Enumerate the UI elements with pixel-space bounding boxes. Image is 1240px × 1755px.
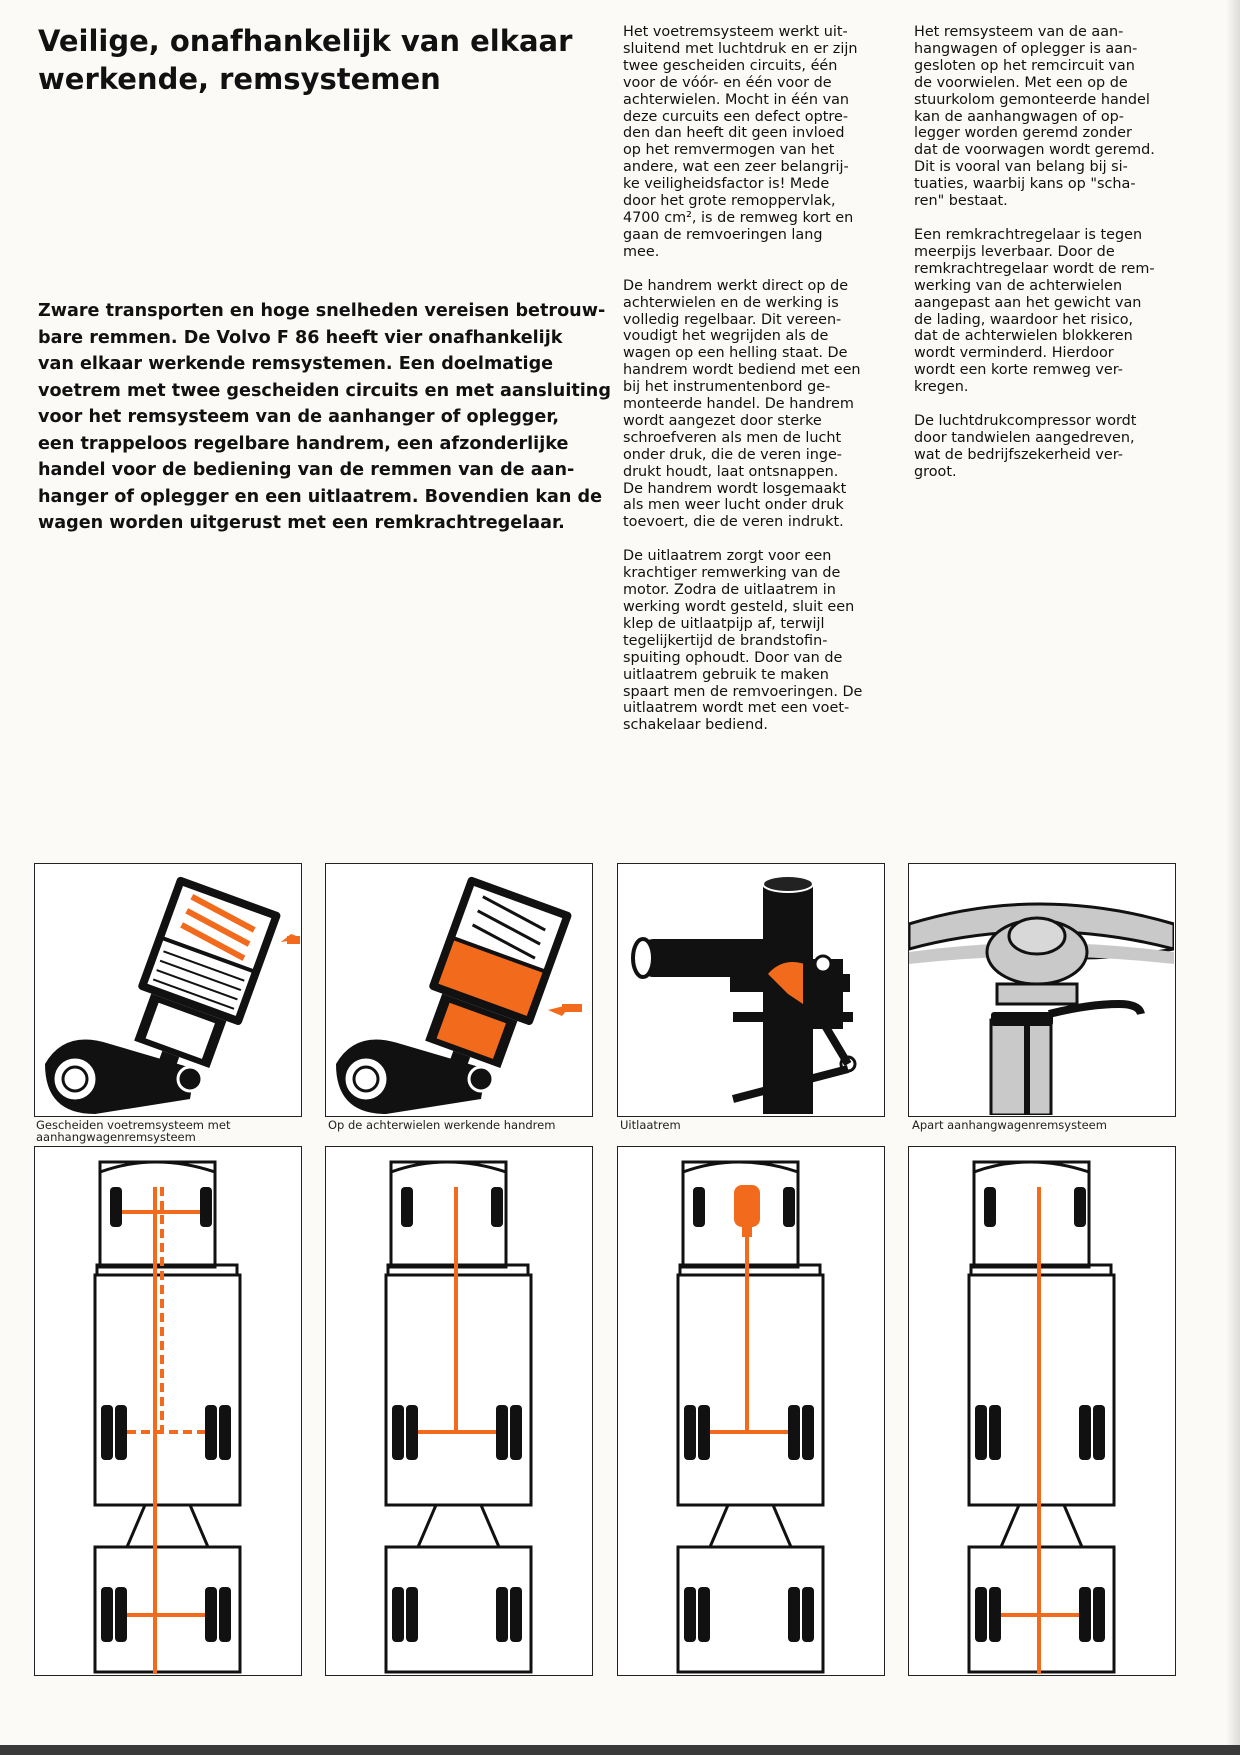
text-line: De handrem werkt direct op de — [623, 277, 849, 294]
text-line: volledig regelbaar. Dit vereen- — [623, 311, 842, 328]
text-line: toevoert, die de veren indrukt. — [623, 514, 844, 531]
text-line: Het voetremsysteem werkt uit- — [623, 24, 848, 40]
text-line: drukt houdt, laat ontsnappen. — [623, 463, 839, 480]
caption-foot-brake — [36, 1119, 230, 1143]
text-line: monteerde handel. De handrem — [623, 396, 854, 413]
text-line: mee. — [623, 243, 660, 260]
text-line: sluitend met luchtdruk en er zijn — [623, 40, 858, 57]
title-line-1: Veilige, onafhankelijk van elkaar — [38, 24, 573, 58]
text-line: den dan heeft dit geen invloed — [623, 125, 845, 142]
text-line: wordt een korte remweg ver- — [914, 362, 1123, 379]
text-line: klep de uitlaatpijp af, terwijl — [623, 615, 825, 632]
text-line: werking wordt gesteld, sluit een — [623, 599, 855, 615]
text-line: kregen. — [914, 379, 969, 396]
title-line-2: werkende, remsystemen — [38, 62, 441, 96]
text-line: spuiting ophoudt. Door van de — [623, 649, 843, 666]
page-edge-shadow — [1226, 0, 1240, 1755]
text-line: de lading, waardoor het risico, — [914, 311, 1134, 328]
text-line: meerpijs leverbaar. Door de — [914, 243, 1115, 260]
intro-line: van elkaar werkende remsystemen. Een doelmatige — [38, 354, 554, 374]
intro-line: voor het remsysteem van de aanhanger of oplegger, — [38, 407, 560, 427]
text-line: schakelaar bediend. — [623, 717, 768, 734]
paragraph-hand-brake — [623, 278, 893, 532]
text-line: door tandwielen aangedreven, — [914, 429, 1135, 446]
text-line: twee gescheiden circuits, één — [623, 57, 838, 74]
scan-bottom-edge — [0, 1745, 1240, 1755]
text-column-1 — [623, 24, 893, 751]
text-line: tuaties, waarbij kans op "scha- — [914, 176, 1136, 193]
caption-line: aanhangwagenremsysteem — [36, 1130, 196, 1144]
caption-line: Gescheiden voetremsysteem met — [36, 1118, 231, 1132]
text-line: handrem wordt bediend met een — [623, 362, 861, 379]
illustration-trailer-brake-handle — [908, 863, 1176, 1117]
text-line: ren" bestaat. — [914, 193, 1008, 210]
intro-line: handel voor de bediening van de remmen van de aan- — [38, 460, 575, 480]
text-line: deze curcuits een defect optre- — [623, 108, 849, 125]
text-line: remkrachtregelaar wordt de rem- — [914, 260, 1155, 277]
text-line: wagen op een helling staat. De — [623, 345, 848, 362]
text-line: gesloten op het remcircuit van — [914, 57, 1135, 74]
text-line: dat de voorwagen wordt geremd. — [914, 142, 1155, 159]
illustration-hand-brake-cylinder — [325, 863, 593, 1117]
caption-line: Uitlaatrem — [620, 1118, 681, 1132]
text-line: aangepast aan het gewicht van — [914, 294, 1142, 311]
text-line: Het remsysteem van de aan- — [914, 24, 1124, 40]
paragraph-brake-regulator — [914, 227, 1189, 396]
caption-hand-brake — [328, 1119, 555, 1131]
schematic-trailer-brake — [908, 1146, 1176, 1676]
illustration-foot-brake-cylinder — [34, 863, 302, 1117]
intro-line: een trappeloos regelbare handrem, een afzonderlijke — [38, 433, 569, 454]
text-line: andere, wat een zeer belangrij- — [623, 159, 849, 176]
text-line: legger worden geremd zonder — [914, 125, 1132, 142]
text-line: als men weer lucht onder druk — [623, 497, 844, 514]
page-title — [38, 22, 618, 98]
text-line: groot. — [914, 463, 957, 480]
illustration-exhaust-brake — [617, 863, 885, 1117]
text-line: wordt verminderd. Hierdoor — [914, 345, 1114, 362]
caption-line: Op de achterwielen werkende handrem — [328, 1118, 556, 1132]
schematic-exhaust-brake — [617, 1146, 885, 1676]
intro-line: voetrem met twee gescheiden circuits en met aansluiting — [38, 380, 611, 401]
intro-line: hanger of oplegger en een uitlaatrem. Bovendien kan de — [38, 486, 603, 507]
text-line: De uitlaatrem zorgt voor een — [623, 548, 832, 565]
text-line: Een remkrachtregelaar is tegen — [914, 226, 1143, 243]
paragraph-trailer-brake — [914, 24, 1189, 210]
text-line: motor. Zodra de uitlaatrem in — [623, 582, 836, 599]
text-line: kan de aanhangwagen of op- — [914, 108, 1124, 125]
text-line: uitlaatrem wordt met een voet- — [623, 700, 850, 717]
schematic-hand-brake-circuit — [325, 1146, 593, 1676]
caption-exhaust-brake — [620, 1119, 681, 1131]
paragraph-foot-brake — [623, 24, 893, 261]
text-line: gaan de remvoeringen lang — [623, 226, 823, 243]
text-line: achterwielen en de werking is — [623, 294, 839, 311]
text-line: de voorwielen. Met een op de — [914, 74, 1128, 91]
intro-line: bare remmen. De Volvo F 86 heeft vier onafhankelijk — [38, 327, 563, 348]
text-column-2 — [914, 24, 1189, 498]
text-line: uitlaatrem gebruik te maken — [623, 666, 829, 683]
text-line: 4700 cm², is de remweg kort en — [623, 209, 854, 226]
paragraph-compressor — [914, 413, 1189, 481]
caption-line: Apart aanhangwagenremsysteem — [912, 1118, 1107, 1132]
text-line: onder druk, die de veren inge- — [623, 446, 843, 463]
text-line: dat de achterwielen blokkeren — [914, 328, 1133, 345]
text-line: wat de bedrijfszekerheid ver- — [914, 446, 1123, 463]
text-line: op het remvermogen van het — [623, 142, 835, 159]
text-line: voor de vóór- en één voor de — [623, 74, 832, 91]
text-line: voudigt het wegrijden als de — [623, 328, 829, 345]
paragraph-exhaust-brake — [623, 548, 893, 734]
text-line: werking van de achterwielen — [914, 277, 1123, 294]
text-line: ke veiligheidsfactor is! Mede — [623, 176, 830, 193]
caption-trailer-brake — [912, 1119, 1107, 1131]
text-line: De luchtdrukcompressor wordt — [914, 413, 1137, 430]
text-line: spaart men de remvoeringen. De — [623, 683, 863, 700]
intro-line: Zware transporten en hoge snelheden vereisen betrouw- — [38, 301, 606, 321]
text-line: hangwagen of oplegger is aan- — [914, 40, 1138, 57]
text-line: krachtiger remwerking van de — [623, 565, 841, 582]
text-line: Dit is vooral van belang bij si- — [914, 159, 1128, 176]
text-line: bij het instrumentenbord ge- — [623, 379, 831, 396]
text-line: tegelijkertijd de brandstofin- — [623, 632, 828, 649]
intro-line: wagen worden uitgerust met een remkrachtregelaar. — [38, 513, 565, 533]
text-line: schroefveren als men de lucht — [623, 429, 842, 446]
schematic-foot-brake-circuits — [34, 1146, 302, 1676]
text-line: achterwielen. Mocht in één van — [623, 91, 850, 108]
text-line: De handrem wordt losgemaakt — [623, 480, 847, 497]
intro-paragraph — [38, 298, 611, 537]
text-line: stuurkolom gemonteerde handel — [914, 91, 1150, 108]
text-line: door het grote remoppervlak, — [623, 193, 836, 210]
text-line: wordt aangezet door sterke — [623, 412, 822, 429]
